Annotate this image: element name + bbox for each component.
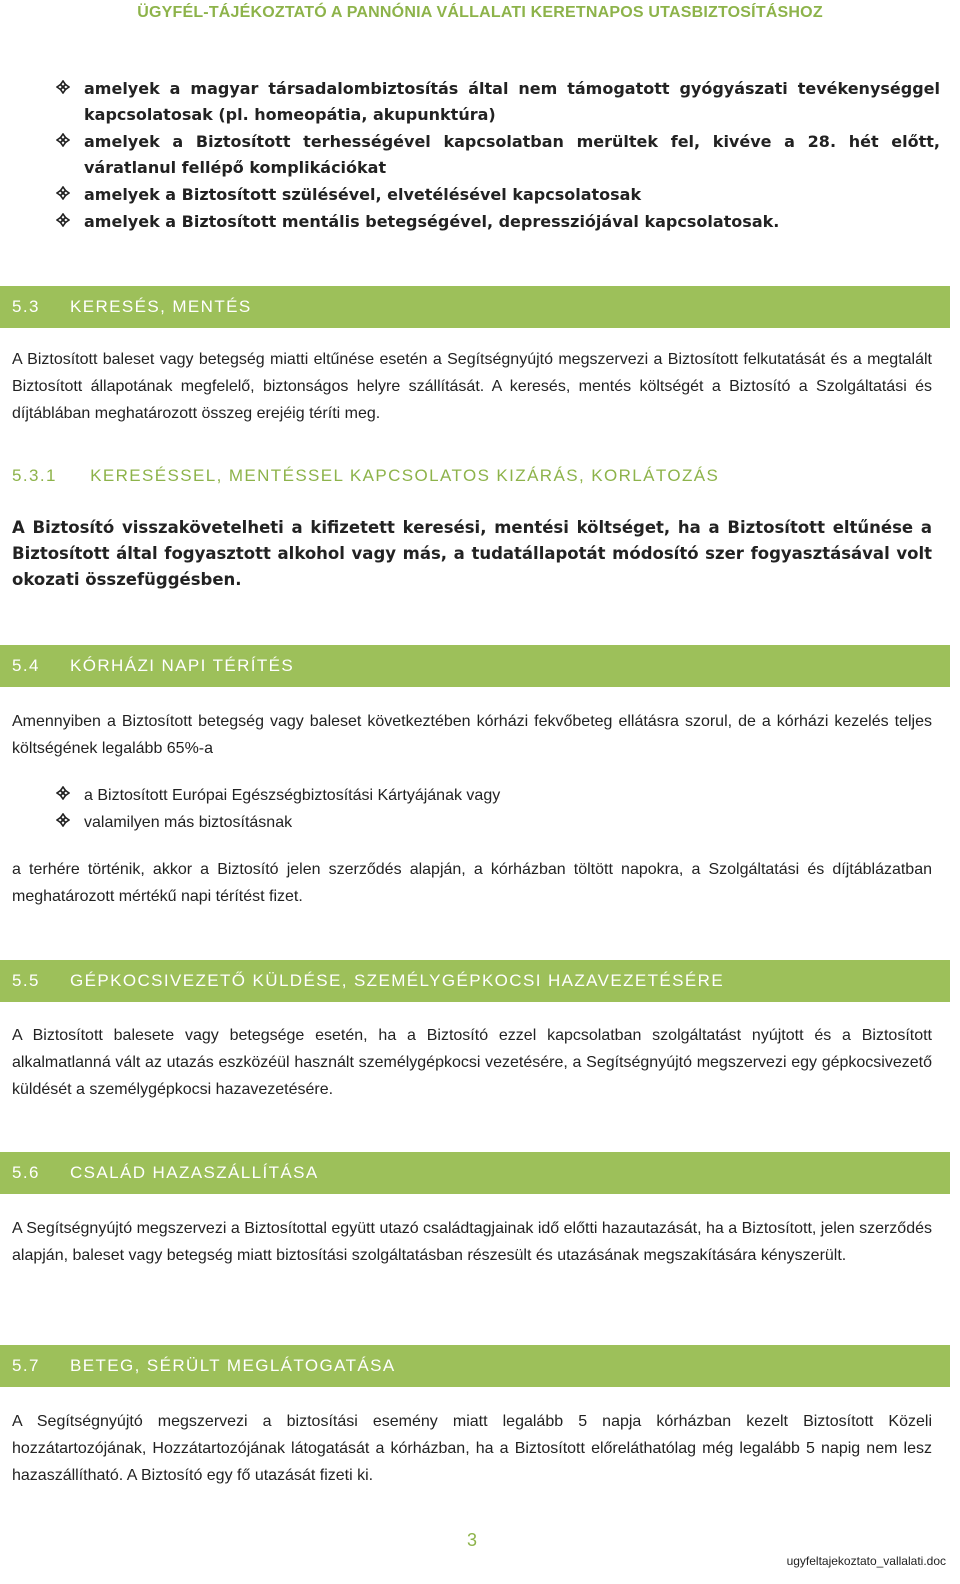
list-item-text: amelyek a Biztosított mentális betegségével, depressziójával kapcsolatosak.	[84, 212, 780, 231]
section-title: BETEG, SÉRÜLT MEGLÁTOGATÁSA	[70, 1356, 396, 1375]
section-5-7-text: A Segítségnyújtó megszervezi a biztosítási esemény miatt legalább 5 napja kórházban kezelt Biztosított Közeli hozzátartozójának, Hozzátartozójának látogatását a kórházban, ha a Biztosított előreláthatólag még legalább 5 napig nem lesz hazaszállítható. A Biztosító egy fő utazását fizeti ki.	[12, 1413, 932, 1484]
section-title: GÉPKOCSIVEZETŐ KÜLDÉSE, SZEMÉLYGÉPKOCSI HAZAVEZETÉSÉRE	[70, 971, 725, 990]
section-heading-5-6	[0, 1152, 950, 1194]
list-item-text: valamilyen más biztosításnak	[84, 814, 293, 831]
section-title: CSALÁD HAZASZÁLLÍTÁSA	[70, 1163, 319, 1182]
list-item	[56, 182, 940, 208]
diamond-bullet-icon	[56, 133, 70, 147]
list-item-text: amelyek a magyar társadalombiztosítás által nem támogatott gyógyászati tevékenységgel kapcsolatosak (pl. homeopátia, akupunktúra)	[84, 79, 940, 124]
list-item-text: amelyek a Biztosított terhességével kapcsolatban merültek fel, kivéve a 28. hét előtt, váratlanul fellépő komplikációkat	[84, 132, 940, 177]
section-5-3-1-text: A Biztosító visszakövetelheti a kifizetett keresési, mentési költséget, ha a Biztosított eltűnése a Biztosított által fogyasztott alkohol vagy más, a tudatállapotát módosító szer fogyasztásával volt okozati összefüggésben.	[12, 518, 932, 589]
section-heading-5-5	[0, 960, 950, 1002]
section-title: KERESÉSSEL, MENTÉSSEL KAPCSOLATOS KIZÁRÁS, KORLÁTOZÁS	[90, 466, 720, 485]
page-number: 3	[466, 1530, 477, 1550]
diamond-bullet-icon	[56, 80, 70, 94]
exclusion-list	[56, 76, 940, 236]
section-title: KERESÉS, MENTÉS	[70, 297, 252, 316]
diamond-bullet-icon	[56, 786, 70, 800]
section-heading-5-4	[0, 645, 950, 687]
list-item	[56, 129, 940, 181]
section-heading-5-7	[0, 1345, 950, 1387]
section-heading-5-3	[0, 286, 950, 328]
payment-source-list	[56, 782, 940, 836]
section-5-3-text: A Biztosított baleset vagy betegség miatti eltűnése esetén a Segítségnyújtó megszervezi a Biztosított felkutatását és a megtalált Biztosított állapotának megfelelő, biztonságos helyre szállítását. A keresés, mentés költségét a Biztosító a Szolgáltatási és díjtáblában meghatározott összeg erejéig téríti meg.	[12, 351, 932, 422]
document-header: ÜGYFÉL-TÁJÉKOZTATÓ A PANNÓNIA VÁLLALATI KERETNAPOS UTASBIZTOSÍTÁSHOZ	[137, 4, 823, 21]
section-number: 5.6	[12, 1163, 40, 1182]
section-5-6-text: A Segítségnyújtó megszervezi a Biztosítottal együtt utazó családtagjainak idő előtti hazautazását, ha a Biztosított, jelen szerződés alapján, baleset vagy betegség miatt biztosítási szolgáltatásban részesült és utazásának megszakítására kényszerült.	[12, 1220, 932, 1264]
subsection-heading-5-3-1	[0, 466, 950, 486]
list-item	[56, 76, 940, 128]
section-5-5-text: A Biztosított balesete vagy betegsége esetén, ha a Biztosító ezzel kapcsolatban szolgáltatást nyújtott és a Biztosított alkalmatlanná vált az utazás eszközéül használt személygépkocsi vezetésére, a Segítségnyújtó megszervezi egy gépkocsivezető küldését a személygépkocsi hazavezetésére.	[12, 1027, 932, 1098]
list-item-text: amelyek a Biztosított szülésével, elvetélésével kapcsolatosak	[84, 185, 642, 204]
section-5-4-text: Amennyiben a Biztosított betegség vagy baleset következtében kórházi fekvőbeteg ellátásra szorul, de a kórházi kezelés teljes költségének legalább 65%-a	[12, 713, 932, 757]
section-number: 5.4	[12, 656, 40, 675]
list-item	[56, 809, 940, 836]
diamond-bullet-icon	[56, 186, 70, 200]
footer-filename: ugyfeltajekoztato_vallalati.doc	[786, 1554, 946, 1568]
section-title: KÓRHÁZI NAPI TÉRÍTÉS	[70, 656, 295, 675]
section-number: 5.7	[12, 1356, 40, 1375]
list-item-text: a Biztosított Európai Egészségbiztosítási Kártyájának vagy	[84, 787, 501, 804]
section-number: 5.3	[12, 297, 40, 316]
list-item	[56, 209, 940, 235]
section-5-4-text-2: a terhére történik, akkor a Biztosító jelen szerződés alapján, a kórházban töltött napokra, a Szolgáltatási és díjtáblázatban meghatározott mértékű napi térítést fizet.	[12, 861, 932, 905]
diamond-bullet-icon	[56, 813, 70, 827]
list-item	[56, 782, 940, 809]
section-number: 5.3.1	[12, 466, 57, 485]
section-number: 5.5	[12, 971, 40, 990]
diamond-bullet-icon	[56, 213, 70, 227]
